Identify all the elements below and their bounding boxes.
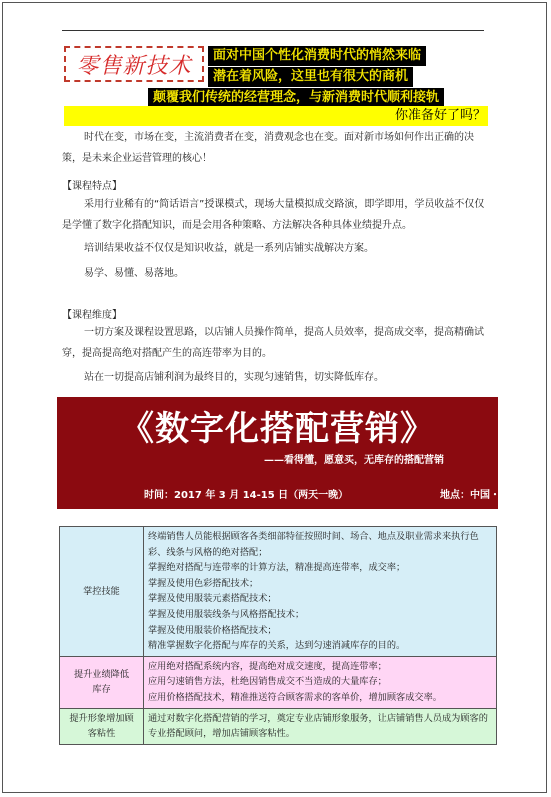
row-category: 掌控技能 (60, 527, 144, 657)
row-category (60, 708, 144, 744)
skills-table (59, 526, 497, 745)
table-row (60, 656, 497, 708)
list-item: 掌握及使用服装元素搭配技术； (148, 593, 277, 605)
list-item: 精准掌握数字化搭配与库存的关系，达到匀速消减库存的目的。 (148, 640, 406, 652)
row-category-text: 提升业绩降低库存 (73, 669, 130, 696)
header-rule (62, 30, 484, 31)
row-description (144, 656, 497, 708)
dimensions-heading: 【课程维度】 (62, 310, 122, 321)
features-paragraph-2: 培训结果收益不仅仅是知识收益，就是一系列店铺实战解决方案。 (84, 243, 374, 254)
logo-text: 零售新技术 (76, 53, 192, 79)
row-description (144, 708, 497, 744)
headline-line-2: 潜在着风险，这里也有很大的商机 (208, 67, 413, 87)
headline-line-3: 颠覆我们传统的经营理念，与新消费时代顺利接轨 (148, 88, 444, 108)
course-subtitle: ——看得懂，愿意买，无库存的搭配营销 (264, 455, 444, 466)
list-item: 掌握及使用色彩搭配技术； (148, 577, 259, 589)
list-item: 应用绝对搭配系统内容，提高绝对成交速度，提高连带率； (148, 660, 387, 672)
list-item: 终端销售人员能根据顾客各类细部特征按照时间、场合、地点及职业需求来执行色彩、线条与风格的绝对搭配； (148, 531, 479, 558)
list-item: 应用匀速销售方法，杜绝因销售成交不当造成的大量库存； (148, 676, 387, 688)
row-category (60, 656, 144, 708)
dimensions-paragraph-1: 一切方案及课程设置思路，以店铺人员操作简单，提高人员效率，提高成交率，提高精确试穿，提高提高绝对搭配产生的高连带率为目的。 (62, 327, 484, 359)
course-banner (57, 397, 520, 509)
table-row (60, 708, 497, 744)
course-title: 《数字化搭配营销》 (120, 409, 435, 449)
features-paragraph-1: 采用行业稀有的“简话语言”授课模式，现场大量模拟成交路演，即学即用，学员收益不仅仅是学懂了数字化搭配知识，而是会用各种策略、方法解决各种具体业绩提升点。 (62, 199, 485, 231)
list-item: 应用价格搭配技术，精准推送符合顾客需求的客单价，增加顾客成交率。 (148, 691, 442, 703)
list-item: 通过对数字化搭配营销的学习，奠定专业店铺形象服务，让店铺销售人员成为顾客的专业搭配顾问，增加店铺顾客粘性。 (148, 712, 488, 740)
table-row (60, 527, 497, 657)
headline-line-1: 面对中国个性化消费时代的悄然来临 (208, 46, 426, 66)
headline-line-4: 你准备好了吗？ (64, 106, 488, 126)
list-item: 掌握及使用服装线条与风格搭配技术； (148, 608, 305, 620)
logo-box (64, 46, 204, 82)
row-category-text: 提升形象增加顾客粘性 (69, 713, 134, 740)
features-paragraph-3: 易学、易懂、易落地。 (84, 268, 184, 279)
row-description (144, 527, 497, 657)
course-place: 地点：中国・广州 (440, 490, 520, 501)
intro-paragraph: 时代在变，市场在变，主流消费者在变，消费观念也在变。面对新市场如何作出正确的决策，是未来企业运营管理的核心！ (62, 132, 474, 164)
list-item: 掌握绝对搭配与连带率的计算方法，精准提高连带率，成交率； (148, 562, 406, 574)
features-heading: 【课程特点】 (62, 181, 122, 192)
course-time: 时间：2017 年 3 月 14-15 日（两天一晚） (144, 490, 349, 501)
list-item: 掌握及使用服装价格搭配技术； (148, 624, 277, 636)
dimensions-paragraph-2: 站在一切提高店铺利润为最终目的，实现匀速销售，切实降低库存。 (84, 372, 384, 383)
